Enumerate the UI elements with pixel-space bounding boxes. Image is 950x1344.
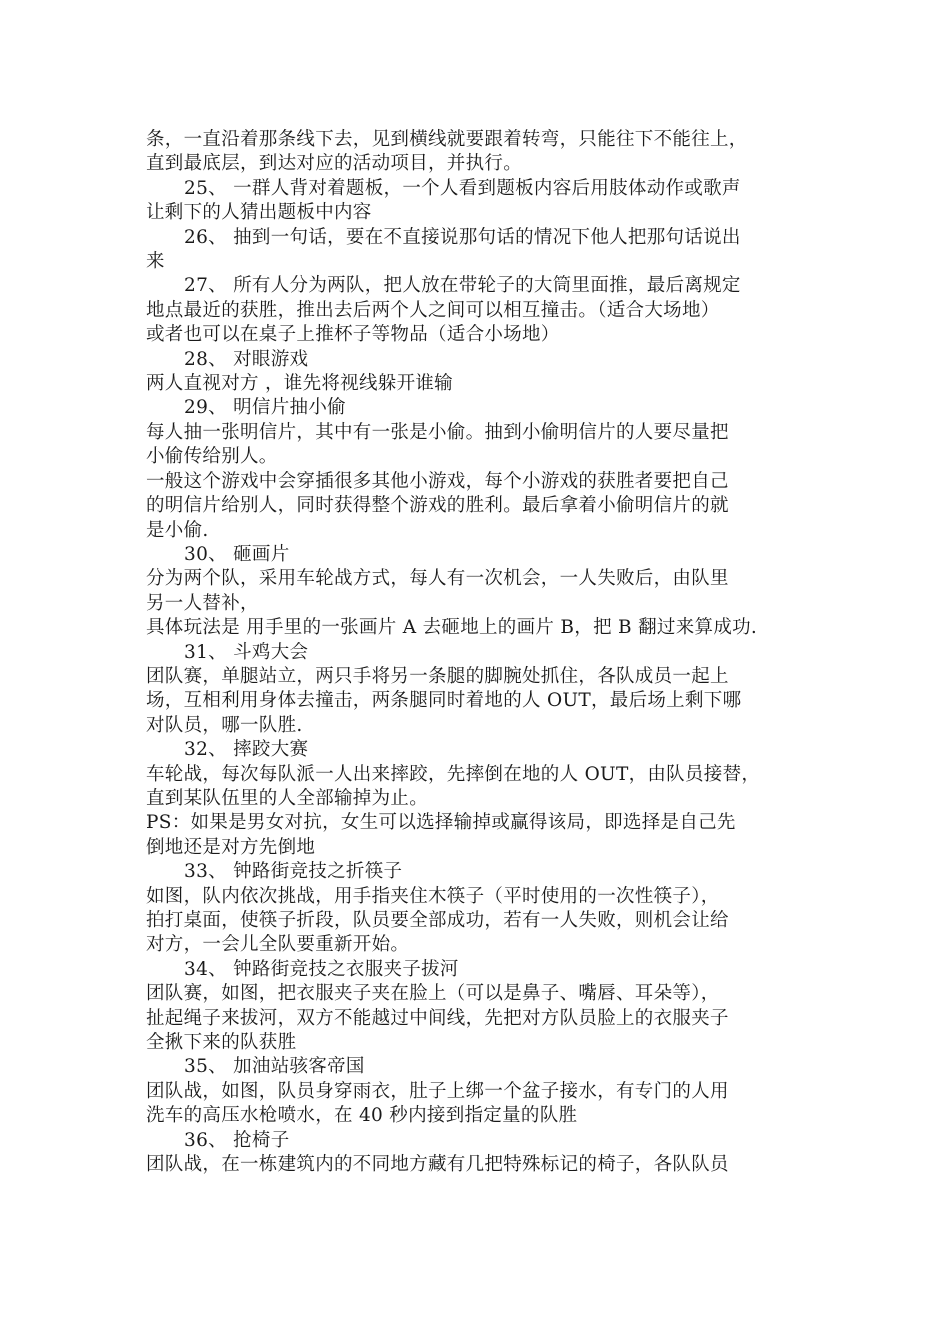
body-text-line: 小偷传给别人。	[146, 446, 278, 468]
body-text-line: PS：如果是男女对抗，女生可以选择输掉或赢得该局，即选择是自己先	[146, 812, 736, 834]
section-heading-line: 36、 抢椅子	[184, 1129, 290, 1151]
body-text-line: 让剩下的人猜出题板中内容	[146, 202, 372, 224]
body-text-line: 或者也可以在桌子上推杯子等物品（适合小场地）	[146, 324, 560, 346]
body-text-line: 团队战，在一栋建筑内的不同地方藏有几把特殊标记的椅子，各队队员	[146, 1154, 729, 1176]
body-text-line: 场，互相利用身体去撞击，两条腿同时着地的人 OUT，最后场上剩下哪	[146, 690, 742, 712]
section-heading-line: 26、 抽到一句话，要在不直接说那句话的情况下他人把那句话说出	[184, 226, 741, 248]
body-text-line: 如图，队内依次挑战，用手指夹住木筷子（平时使用的一次性筷子），	[146, 885, 720, 907]
section-heading-line: 25、 一群人背对着题板，一个人看到题板内容后用肢体动作或歌声	[184, 177, 741, 199]
body-text-line: 直到最底层，到达对应的活动项目，并执行。	[146, 153, 523, 175]
body-text-line: 条，一直沿着那条线下去，见到横线就要跟着转弯，只能往下不能往上，	[146, 129, 748, 150]
body-text-line: 团队赛，单腿站立，两只手将另一条腿的脚腕处抓住，各队成员一起上	[146, 665, 729, 687]
body-text-line: 全揪下来的队获胜	[146, 1032, 297, 1054]
body-text-line: 团队战，如图，队员身穿雨衣，肚子上绑一个盆子接水，有专门的人用	[146, 1080, 729, 1102]
body-text-line: 对队员，哪一队胜.	[146, 714, 303, 736]
section-heading-line: 31、 斗鸡大会	[184, 641, 309, 663]
body-text-line: 倒地还是对方先倒地	[146, 836, 316, 858]
body-text-line: 地点最近的获胜，推出去后两个人之间可以相互撞击。（适合大场地）	[146, 299, 720, 321]
body-text-line: 对方，一会儿全队要重新开始。	[146, 934, 410, 956]
body-text-line: 团队赛，如图，把衣服夹子夹在脸上（可以是鼻子、嘴唇、耳朵等），	[146, 983, 720, 1005]
body-text-line: 具体玩法是 用手里的一张画片 A 去砸地上的画片 B，把 B 翻过来算成功.	[146, 617, 758, 639]
body-text-line: 的明信片给别人，同时获得整个游戏的胜利。最后拿着小偷明信片的就	[146, 495, 729, 517]
body-text-line: 每人抽一张明信片，其中有一张是小偷。抽到小偷明信片的人要尽量把	[146, 421, 729, 443]
body-text-line: 扯起绳子来拔河，双方不能越过中间线，先把对方队员脸上的衣服夹子	[146, 1007, 729, 1029]
body-text-line: 另一人替补，	[146, 592, 259, 614]
body-text-line: 分为两个队，采用车轮战方式，每人有一次机会，一人失败后，由队里	[146, 568, 729, 590]
body-text-line: 来	[146, 251, 165, 273]
section-heading-line: 34、 钟路街竞技之衣服夹子拔河	[184, 958, 459, 980]
body-text-line: 直到某队伍里的人全部输掉为止。	[146, 787, 429, 809]
section-heading-line: 29、 明信片抽小偷	[184, 397, 346, 419]
section-heading-line: 33、 钟路街竞技之折筷子	[184, 861, 403, 883]
section-heading-line: 28、 对眼游戏	[184, 348, 309, 370]
body-text-line: 两人直视对方 ，谁先将视线躲开谁输	[146, 373, 453, 395]
body-text-line: 洗车的高压水枪喷水，在 40 秒内接到指定量的队胜	[146, 1105, 578, 1127]
section-heading-line: 35、 加油站骇客帝国	[184, 1056, 365, 1078]
section-heading-line: 30、 砸画片	[184, 543, 290, 565]
body-text-line: 拍打桌面，使筷子折段，队员要全部成功，若有一人失败，则机会让给	[146, 910, 729, 931]
section-heading-line: 27、 所有人分为两队，把人放在带轮子的大筒里面推，最后离规定	[184, 275, 741, 297]
section-heading-line: 32、 摔跤大赛	[184, 739, 309, 761]
body-text-line: 车轮战，每次每队派一人出来摔跤，先摔倒在地的人 OUT，由队员接替，	[146, 763, 761, 785]
body-text-line: 一般这个游戏中会穿插很多其他小游戏，每个小游戏的获胜者要把自己	[146, 470, 729, 492]
body-text-line: 是小偷.	[146, 519, 209, 541]
